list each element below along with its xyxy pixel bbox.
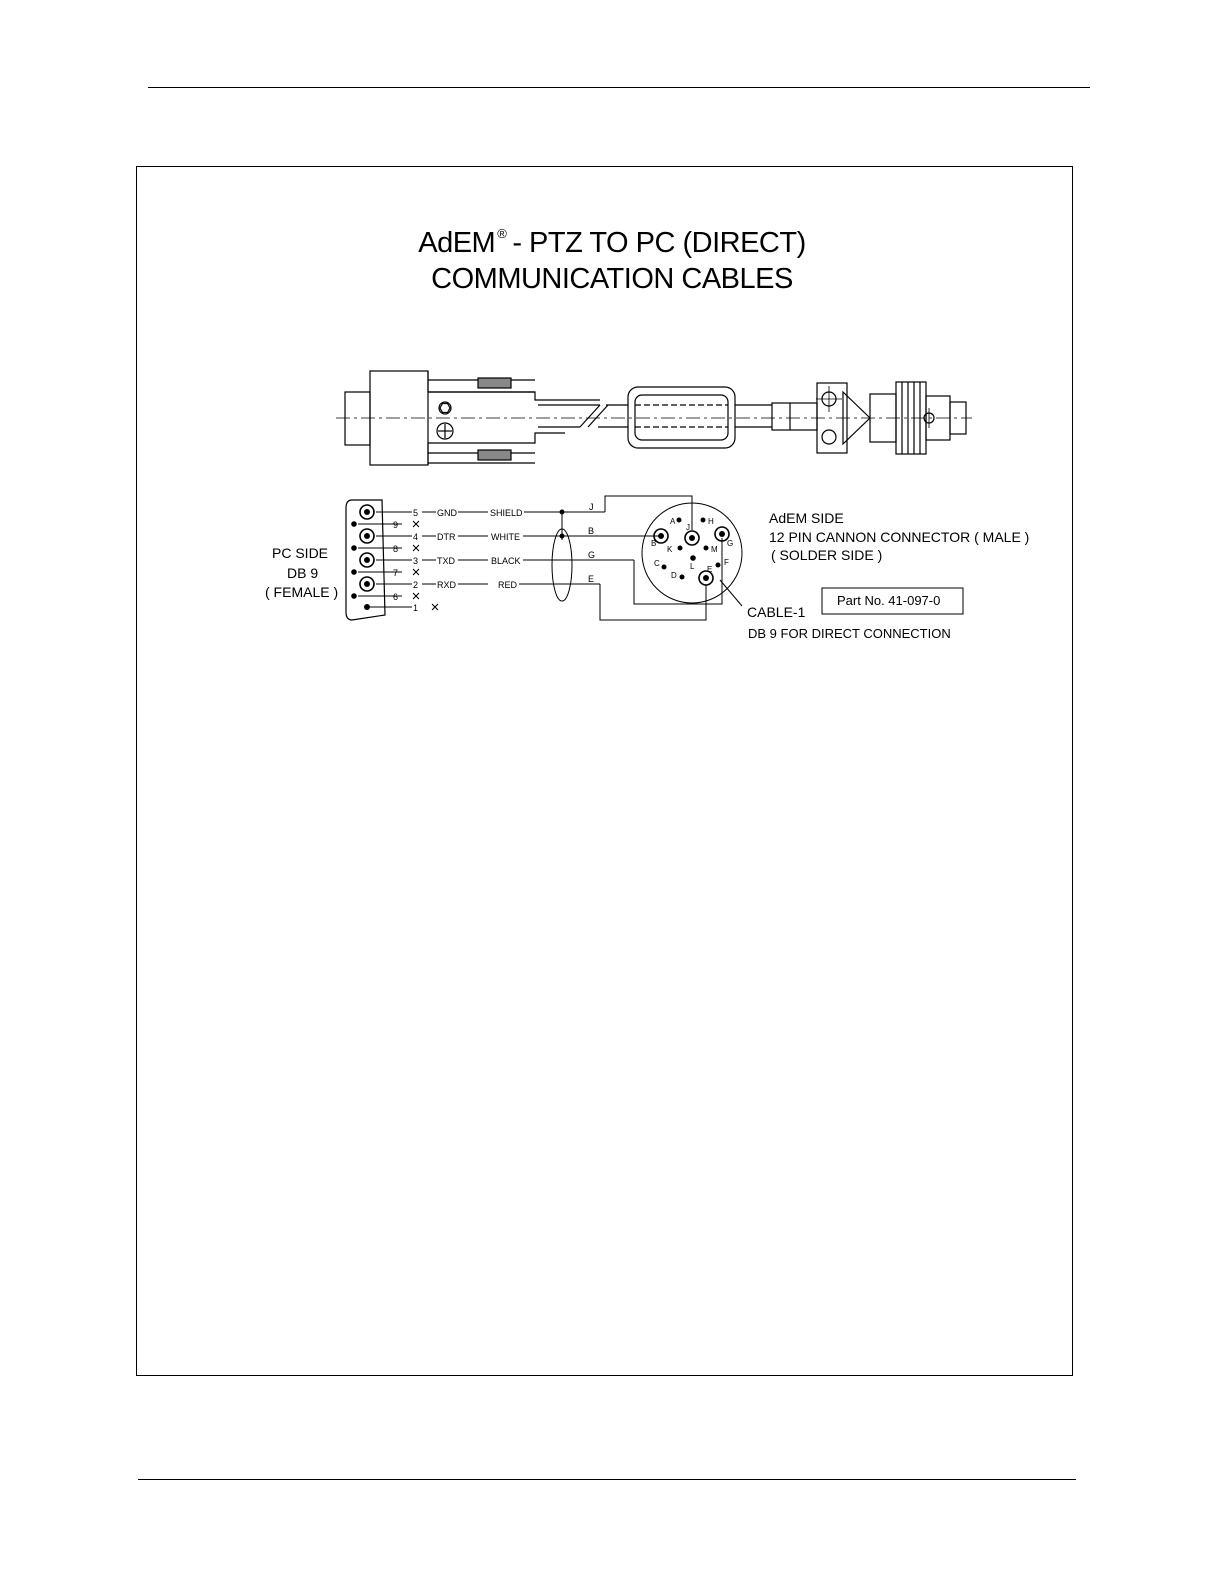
wire-label: RED	[498, 580, 518, 590]
signal-label: GND	[437, 508, 457, 518]
signal-label: TXD	[437, 556, 455, 566]
cable-name: CABLE-1	[747, 604, 806, 620]
title-suffix: - PTZ TO PC (DIRECT)	[512, 227, 806, 259]
pin-number: 5	[413, 508, 419, 518]
wire-pin-letter: E	[588, 574, 595, 584]
pin-number: 7	[393, 568, 399, 578]
cannon-pin-letter: M	[711, 545, 718, 554]
db9-pin-circles	[351, 505, 374, 610]
cannon-pin-letter: K	[667, 545, 673, 554]
cannon-pin-letter: G	[727, 539, 734, 548]
pin-number: 9	[393, 520, 399, 530]
signal-labels	[437, 508, 458, 590]
diagram-title-line2: COMMUNICATION CABLES	[431, 263, 793, 295]
pc-side-labels	[265, 545, 338, 600]
signal-label: DTR	[437, 532, 456, 542]
signal-label: RXD	[437, 580, 457, 590]
pin-number: 8	[393, 544, 399, 554]
cannon-pin-letter: L	[690, 562, 695, 571]
wire-label: BLACK	[491, 556, 521, 566]
cannon-pin-letter: E	[707, 565, 713, 574]
cannon-pin-letter: F	[724, 558, 729, 567]
footer-rule	[138, 1479, 1076, 1480]
title-brand: AdEM	[418, 227, 496, 259]
part-number: Part No. 41-097-0	[837, 593, 941, 608]
pc-side-gender: ( FEMALE )	[265, 584, 339, 600]
cannon-pin-letter: J	[686, 523, 690, 532]
cannon-wire-letters	[588, 502, 595, 584]
adem-side-labels	[769, 510, 1029, 563]
pc-side-title: PC SIDE	[272, 545, 329, 561]
cannon-pin-letter: A	[670, 517, 676, 526]
adem-side-connector: 12 PIN CANNON CONNECTOR ( MALE )	[769, 529, 1030, 545]
cannon-pin-letter: H	[708, 517, 714, 526]
wire-pin-letter: J	[589, 502, 594, 512]
pc-side-connector: DB 9	[287, 565, 319, 581]
wire-label: WHITE	[491, 532, 520, 542]
pin-number: 2	[413, 580, 419, 590]
pin-number: 6	[393, 592, 399, 602]
cannon-pin-letter: D	[671, 571, 677, 580]
wire-label: SHIELD	[490, 508, 523, 518]
cable-description: DB 9 FOR DIRECT CONNECTION	[748, 626, 951, 641]
adem-side-view: ( SOLDER SIDE )	[771, 547, 883, 563]
cannon-pin-letter: B	[651, 539, 657, 548]
ferrite-core-drawing	[598, 387, 772, 448]
cannon-pin-letter: C	[654, 559, 660, 568]
wire-pin-letter: B	[588, 526, 595, 536]
registered-mark: ®	[497, 226, 507, 241]
wire-pin-letter: G	[588, 550, 596, 560]
adem-side-title: AdEM SIDE	[769, 510, 844, 526]
pin-number: 4	[413, 532, 419, 542]
pin-number: 3	[413, 556, 419, 566]
wire-color-labels	[490, 508, 523, 590]
pin-number: 1	[413, 603, 419, 613]
